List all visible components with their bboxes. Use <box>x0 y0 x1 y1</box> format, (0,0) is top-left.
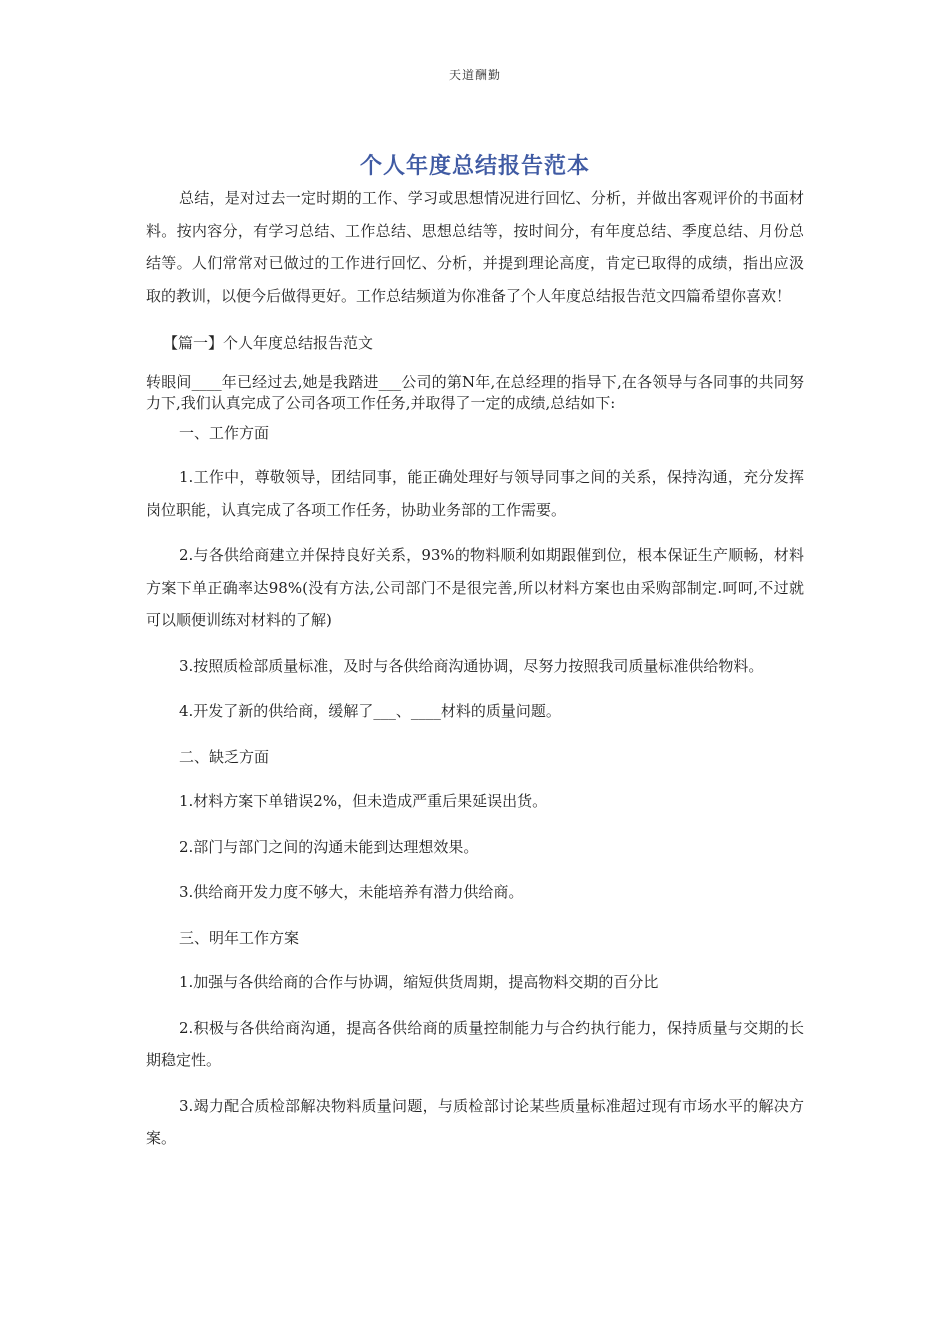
chapter-heading: 【篇一】个人年度总结报告范文 <box>163 334 374 352</box>
plan-item-1: 1.加强与各供给商的合作与协调，缩短供货周期，提高物料交期的百分比 <box>179 973 659 991</box>
work-item-3: 3.按照质检部质量标准，及时与各供给商沟通协调，尽努力按照我司质量标准供给物料。 <box>179 656 764 675</box>
shortcoming-item-1: 1.材料方案下单错误2%，但未造成严重后果延误出货。 <box>179 792 548 810</box>
section-heading-work: 一、工作方面 <box>179 423 270 442</box>
shortcoming-item-3: 3.供给商开发力度不够大，未能培养有潜力供给商。 <box>179 883 524 901</box>
page-title: 个人年度总结报告范本 <box>359 153 590 179</box>
plan-item-2: 2.积极与各供给商沟通，提高各供给商的质量控制能力与合约执行能力，保持质量与交期的长期稳定性。 <box>146 1018 804 1069</box>
plan-item-3: 3.竭力配合质检部解决物料质量问题，与质检部讨论某些质量标准超过现有市场水平的解决方案。 <box>146 1096 804 1147</box>
section-heading-shortcomings: 二、缺乏方面 <box>179 747 270 766</box>
work-item-2: 2.与各供给商建立并保持良好关系，93%的物料顺利如期跟催到位，根本保证生产顺畅，材料方案下单正确率达98%(没有方法,公司部门不是很完善,所以材料方案也由采购部制定.呵呵,不过就可以顺便训练对材料的了解) <box>146 546 804 629</box>
work-item-1: 1.工作中，尊敬领导，团结同事，能正确处理好与领导同事之间的关系，保持沟通，充分发挥岗位职能，认真完成了各项工作任务，协助业务部的工作需要。 <box>146 468 804 519</box>
intro-paragraph: 总结，是对过去一定时期的工作、学习或思想情况进行回忆、分析，并做出客观评价的书面材料。按内容分，有学习总结、工作总结、思想总结等，按时间分，有年度总结、季度总结、月份总结等。人们常常对已做过的工作进行回忆、分析，并提到理论高度，肯定已取得的成绩，指出应汲取的教训，以便今后做得更好。工作总结频道为你准备了个人年度总结报告范文四篇希望你喜欢！ <box>146 189 804 305</box>
shortcoming-item-2: 2.部门与部门之间的沟通未能到达理想效果。 <box>179 837 479 856</box>
opening-paragraph: 转眼间____年已经过去,她是我踏进___公司的第N年,在总经理的指导下,在各领导与各同事的共同努力下,我们认真完成了公司各项工作任务,并取得了一定的成绩,总结如下: <box>146 372 804 412</box>
section-heading-plan: 三、明年工作方案 <box>179 928 300 947</box>
work-item-4: 4.开发了新的供给商，缓解了___、____材料的质量问题。 <box>179 702 561 720</box>
header-mark: 天道酬勤 <box>448 68 501 82</box>
document-body <box>146 182 804 1168</box>
